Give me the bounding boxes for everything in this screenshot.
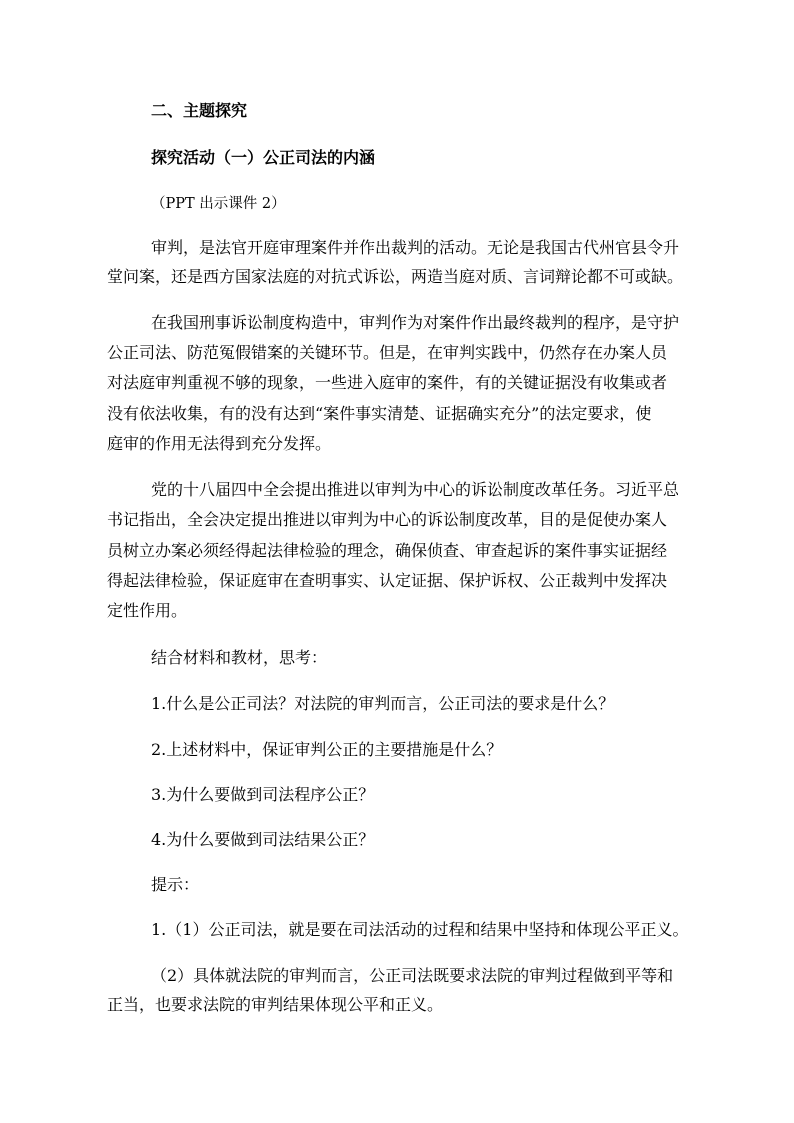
question-item: 3.为什么要做到司法程序公正？: [151, 785, 375, 804]
thinking-prompt: 结合材料和教材，思考：: [151, 648, 328, 667]
paragraph-line: 在我国刑事诉讼制度构造中，审判作为对案件作出最终裁判的程序，是守护: [151, 313, 680, 332]
paragraph-line: 没有依法收集，有的没有达到“案件事实清楚、证据确实充分”的法定要求，使: [107, 404, 652, 423]
paragraph-line: 定性作用。: [107, 601, 188, 620]
activity-heading: 探究活动（一）公正司法的内涵: [151, 148, 376, 167]
answer-line: 1.（1）公正司法，就是要在司法活动的过程和结果中坚持和体现公平正义。: [151, 920, 689, 939]
ppt-note: （PPT 出示课件 2）: [151, 196, 286, 212]
answer-line: （2）具体就法院的审判而言，公正司法既要求法院的审判过程做到平等和: [151, 966, 674, 985]
paragraph-line: 员树立办案必须经得起法律检验的理念，确保侦查、审查起诉的案件事实证据经: [107, 541, 668, 560]
paragraph-line: 堂问案，还是西方国家法庭的对抗式诉讼，两造当庭对质、言词辩论都不可或缺。: [107, 267, 684, 286]
hint-label: 提示：: [151, 875, 200, 894]
answer-line: 正当，也要求法院的审判结果体现公平和正义。: [107, 995, 444, 1014]
paragraph-line: 得起法律检验，保证庭审在查明事实、认定证据、保护诉权、公正裁判中发挥决: [107, 571, 668, 590]
question-item: 1.什么是公正司法？对法院的审判而言，公正司法的要求是什么？: [151, 694, 615, 713]
paragraph-line: 公正司法、防范冤假错案的关键环节。但是，在审判实践中，仍然存在办案人员: [107, 343, 668, 362]
paragraph-line: 对法庭审判重视不够的现象，一些进入庭审的案件，有的关键证据没有收集或者: [107, 373, 668, 392]
paragraph-line: 庭审的作用无法得到充分发挥。: [107, 434, 332, 453]
question-item: 2.上述材料中，保证审判公正的主要措施是什么？: [151, 740, 503, 759]
question-item: 4.为什么要做到司法结果公正？: [151, 830, 375, 849]
paragraph-line: 书记指出，全会决定提出推进以审判为中心的诉讼制度改革，目的是促使办案人: [107, 510, 668, 529]
paragraph-line: 党的十八届四中全会提出推进以审判为中心的诉讼制度改革任务。习近平总: [151, 480, 680, 499]
paragraph-line: 审判，是法官开庭审理案件并作出裁判的活动。无论是我国古代州官县令升: [151, 238, 680, 257]
section-heading: 二、主题探究: [151, 101, 248, 120]
